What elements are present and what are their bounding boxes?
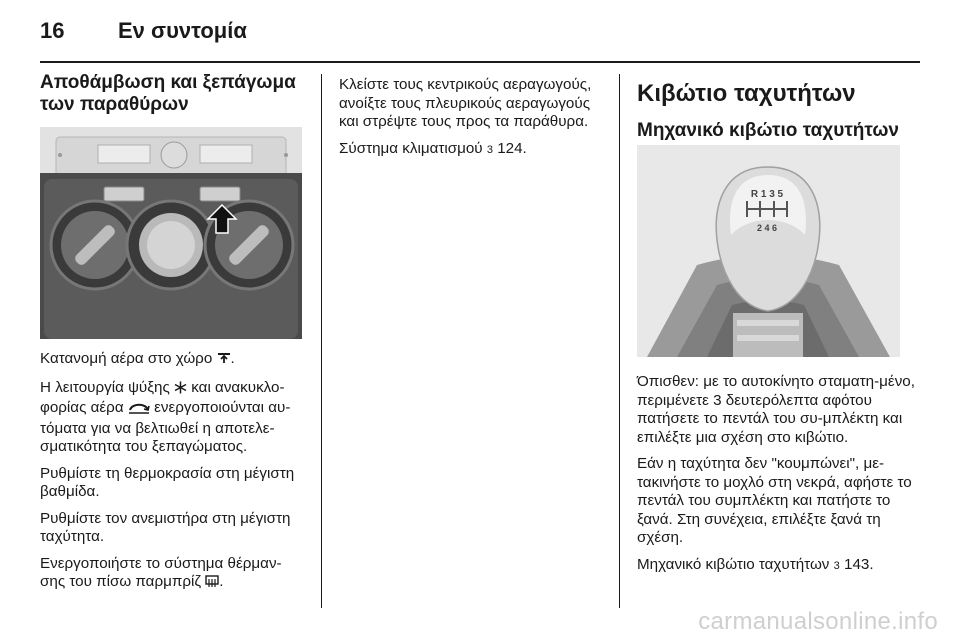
- watermark: carmanualsonline.info: [698, 608, 938, 635]
- section-heading-gearbox: Κιβώτιο ταχυτήτων: [637, 80, 856, 107]
- climate-panel-illustration: [40, 127, 302, 339]
- column-divider-right: [619, 74, 620, 608]
- air-distribution-text: Κατανομή αέρα στο χώρο: [40, 350, 213, 367]
- paragraph: [339, 140, 605, 160]
- cooling-text: Η λειτουργία ψύξης: [40, 378, 170, 396]
- paragraph: [637, 556, 922, 576]
- paragraph: Όπισθεν: με το αυτοκίνητο σταματη-μένο, περιμένετε 3 δευτερόλεπτα αφότου πατήσετε το πεντάλ του συ-μπλέκτη και επιλέξτε μια σχέση στο κιβώτιο.: [637, 373, 915, 446]
- punctuation: .: [230, 350, 235, 367]
- chapter-title: Εν συντομία: [118, 18, 247, 43]
- gear-knob-illustration: [637, 145, 900, 357]
- page-reference-arrow-icon: 3: [833, 559, 840, 572]
- rear-defrost-text: Ενεργοποιήστε το σύστημα θέρμαν-σης του πίσω παρμπρίζ: [40, 554, 282, 590]
- paragraph: Ρυθμίστε τον ανεμιστήρα στη μέγιστη ταχύτητα.: [40, 509, 291, 545]
- section-heading-defrost: Αποθάμβωση και ξεπάγωμα των παραθύρων: [40, 72, 296, 115]
- air-recirculation-icon: [128, 401, 150, 420]
- windshield-airflow-icon: [217, 351, 231, 371]
- page-reference-number[interactable]: 143.: [844, 555, 874, 573]
- cross-reference-text[interactable]: Σύστημα κλιματισμού: [339, 139, 483, 157]
- page-reference-number[interactable]: 124.: [497, 139, 527, 157]
- left-column: [40, 72, 302, 116]
- paragraph: Ρυθμίστε τη θερμοκρασία στη μέγιστη βαθμίδα.: [40, 464, 295, 500]
- climate-control-figure: [40, 127, 302, 339]
- page-reference-arrow-icon: 3: [486, 143, 493, 156]
- paragraph: Κλείστε τους κεντρικούς αεραγωγούς, ανοίξτε τους πλευρικούς αεραγωγούς και στρέψτε τους προς τα παράθυρα.: [339, 76, 592, 130]
- paragraph: [40, 379, 302, 457]
- subsection-heading-manual: Μηχανικό κιβώτιο ταχυτήτων: [637, 120, 899, 141]
- gear-knob-figure: [637, 145, 900, 357]
- paragraph: [40, 350, 302, 371]
- cross-reference-text[interactable]: Μηχανικό κιβώτιο ταχυτήτων: [637, 555, 830, 573]
- rear-window-heating-icon: [205, 575, 219, 594]
- punctuation: .: [219, 573, 224, 590]
- paragraph: [40, 555, 302, 594]
- column-divider-left: [321, 74, 322, 608]
- right-column: [637, 80, 922, 142]
- middle-column: [339, 76, 605, 167]
- paragraph: Εάν η ταχύτητα δεν "κουμπώνει", με-τακινήστε το μοχλό στη νεκρά, αφήστε το πεντάλ του συμπλέκτη και πατήστε το ξανά. Στη συνέχεια, επιλέξτε ξανά τη σχέση.: [637, 455, 912, 546]
- left-column-body: [40, 350, 302, 602]
- page-number: 16: [40, 18, 65, 43]
- snowflake-icon: [174, 381, 187, 400]
- gear-pattern-top-label: R 1 3 5: [750, 189, 784, 200]
- auto-activation-text: ενεργοποιούνται αυ-τόματα για να βελτιωθεί η αποτελε-σματικότητα του ξεπαγώματος.: [40, 399, 291, 455]
- gear-pattern-bottom-label: 2 4 6: [756, 223, 778, 233]
- right-column-body: [637, 373, 922, 583]
- recirculation-text: και ανακυκλο-φορίας αέρα: [40, 378, 285, 416]
- header-rule: [40, 61, 920, 63]
- page-header: [0, 0, 960, 62]
